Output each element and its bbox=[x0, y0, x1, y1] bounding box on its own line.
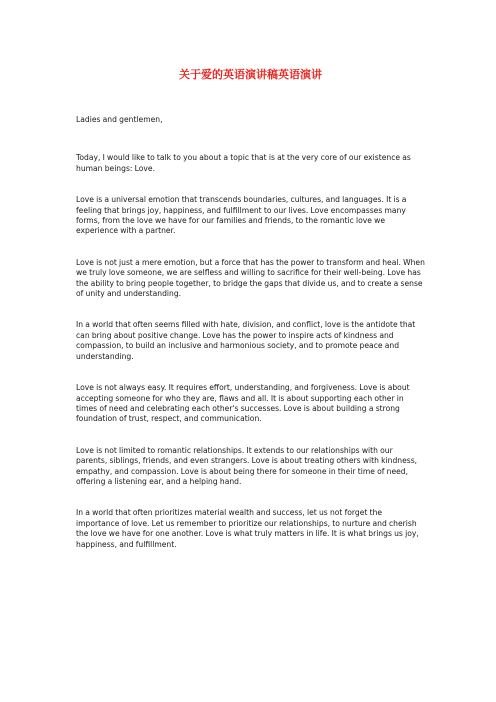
paragraph-importance: In a world that often prioritizes material wealth and success, let us not forget the importance of love. Let us remember to prioritize our relationships, to nurture and cherish the love we have for one another. Love is what truly matters in life. It is what brings us joy, happiness, and fulfillment. bbox=[76, 508, 419, 549]
paragraph-intro: Today, I would like to talk to you about a topic that is at the very core of our existence as human beings: Love. bbox=[76, 153, 411, 173]
greeting-paragraph: Ladies and gentlemen, bbox=[76, 115, 163, 124]
paragraph-antidote: In a world that often seems filled with hate, division, and conflict, love is the antidote that can bring about positive change. Love has the power to inspire acts of kindness and compassion, to build an inclusive and harmonious society, and to promote peace and understanding. bbox=[76, 320, 416, 361]
paragraph-universal-emotion: Love is a universal emotion that transcends boundaries, cultures, and languages. It is a feeling that brings joy, happiness, and fulfillment to our lives. Love encompasses many forms, from the love we have for our families and friends, to the romantic love we experience with a partner. bbox=[76, 195, 407, 236]
document-title: 关于爱的英语演讲稿英语演讲 bbox=[179, 68, 322, 81]
paragraph-not-easy: Love is not always easy. It requires effort, understanding, and forgiveness. Love is about accepting someone for who they are, flaws and all. It is about supporting each other in times of need and celebrating each other's successes. Love is about building a strong foundation of trust, respect, and communication. bbox=[76, 383, 410, 424]
paragraph-not-limited: Love is not limited to romantic relationships. It extends to our relationships with our parents, siblings, friends, and even strangers. Love is about treating others with kindness, empathy, and compassion. Love is about being there for someone in their time of need, offering a listening ear, and a helping hand. bbox=[76, 445, 418, 486]
paragraph-force-to-transform: Love is not just a mere emotion, but a force that has the power to transform and heal. When we truly love someone, we are selfless and willing to sacrifice for their well-being. Love has the ability to bring people together, to bridge the gaps that divide us, and to create a sense of unity and understanding. bbox=[76, 257, 425, 299]
